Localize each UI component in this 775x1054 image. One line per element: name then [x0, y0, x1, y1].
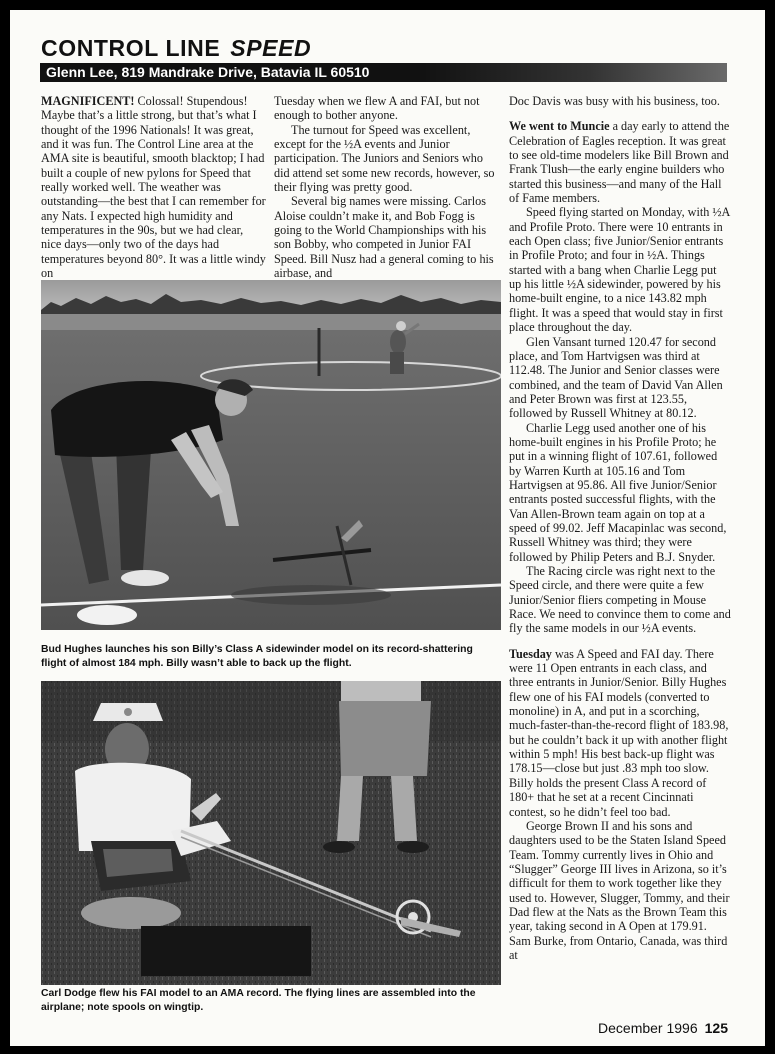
author-byline: Glenn Lee, 819 Mandrake Drive, Batavia IL 60510: [40, 63, 727, 82]
title-sub: SPEED: [230, 35, 312, 61]
paragraph: Tuesday when we flew A and FAI, but not enough to bother anyone.: [274, 94, 480, 123]
section-lead: We went to Muncie: [509, 119, 610, 134]
paragraph: Speed flying started on Monday, with ½A and Profile Proto. There were 10 entrants in each Open class; five Junior/Senior entrants in Profile Proto; and four in ½A. Things started with a bang when Charlie Legg put up his little ½A sidewinder, powered by his home-built engine, to a nice 143.82 mph flight. It was a speed that would stay in first place throughout the day.: [509, 205, 730, 335]
magazine-page: [10, 10, 765, 1046]
column-1: [41, 94, 266, 280]
photo-fai-image: [41, 681, 501, 985]
paragraph: [41, 94, 266, 280]
lead-in: MAGNIFICENT!: [41, 94, 135, 108]
page-number: 125: [704, 1020, 728, 1036]
photo-launch-caption: Bud Hughes launches his son Billy’s Class A sidewinder model on its record-shattering flight of almost 184 mph. Billy wasn’t able to back up the flight.: [41, 644, 473, 669]
paragraph: [509, 647, 731, 819]
section-lead: Tuesday: [509, 646, 552, 661]
paragraph: George Brown II and his sons and daughters used to be the Staten Island Speed Team. Tommy currently lives in Ohio and “Slugger” George III lives in Arizona, so it’s difficult for them to work together like they used to. However, Slugger, Tommy, and their Dad flew at the Nats as the Brown Team this year, taking second in A Open at 179.91. Sam Burke, from Ontario, Canada, was third at: [509, 818, 730, 962]
photo-fai-model: [41, 681, 501, 985]
photo-fai-caption: Carl Dodge flew his FAI model to an AMA record. The flying lines are assembled into the airplane; note spools on wingtip.: [41, 988, 476, 1013]
paragraph: Several big names were missing. Carlos Aloise couldn’t make it, and Bob Fogg is going to the World Championships with his son Bobby, who competed in Junior FAI Speed. Bill Nusz had a general coming to his airbase, and: [274, 194, 494, 281]
paragraph: [509, 119, 731, 205]
paragraph: The turnout for Speed was excellent, except for the ½A events and Junior participation. The Juniors and Seniors who did attend set some new records, however, so their flying was pretty good.: [274, 122, 495, 195]
page-title: [41, 35, 311, 62]
photo-launch-image: [41, 280, 501, 630]
issue-date: December 1996: [598, 1020, 698, 1036]
paragraph-text: Colossal! Stupendous! Maybe that’s a little strong, but that’s what I thought of the 1996 Nationals! It was great, and it was fun. The Control Line area at the AMA site is beautiful, smooth blacktop; I had built a couple of new pylons for Speed that really worked well. The weather was outstanding—the best that I can remember for any Nats. I expected high humidity and temperatures in the 90s, but we had clear, nice days—only two of the days had temperatures beyond 80°. It was a little windy on: [41, 94, 266, 281]
paragraph: Doc Davis was busy with his business, too.: [509, 94, 720, 108]
title-main: CONTROL LINE: [41, 35, 221, 61]
column-2: [274, 94, 496, 280]
paragraph: Charlie Legg used another one of his home-built engines in his Profile Proto; he put in a winning flight of 107.61, followed by Warren Kurth at 105.16 and Tom Hartvigsen at 95.86. All five Junior/Senior entrants posted successful flights, with the Van Allen-Brown team again on top at a speed of 99.02. Jeff Macapinlac was second, Russell Whitney was third; they were followed by Philip Peters and B.J. Snyder.: [509, 420, 727, 564]
paragraph: The Racing circle was right next to the Speed circle, and there were quite a few Junior/Senior fliers competing in Mouse Race. We need to convince them to come and fly the same models in our ½A events.: [509, 564, 731, 636]
paragraph-text: was A Speed and FAI day. There were 11 Open entrants in each class, and three entrants in Junior/Senior. Billy Hughes flew one of his FAI models (converted to monoline) in A, and put in a scorching, much-faster-than-the-record flight of 183.98, but he couldn’t back it up with another flight within 5 mph! His best back-up flight was 178.15—close but just .83 mph too slow. Billy holds the present Class A record of 180+ that he set at a recent Cincinnati contest, so he didn’t feel too bad.: [509, 646, 729, 819]
column-3: [509, 94, 731, 962]
page-footer: [598, 1020, 728, 1036]
paragraph-text: a day early to attend the Celebration of Eagles reception. It was great to see old-time modelers like Bill Brown and Frank Tlush—the early engine builders who started this business—and many of the Hall of Fame members.: [509, 119, 730, 206]
paragraph: Glen Vansant turned 120.47 for second place, and Tom Hartvigsen was third at 112.48. The Junior and Senior classes were combined, and the team of David Van Allen and Peter Brown was first at 123.55, followed by Russell Whitney at 80.12.: [509, 334, 723, 421]
photo-launch: [41, 280, 501, 630]
